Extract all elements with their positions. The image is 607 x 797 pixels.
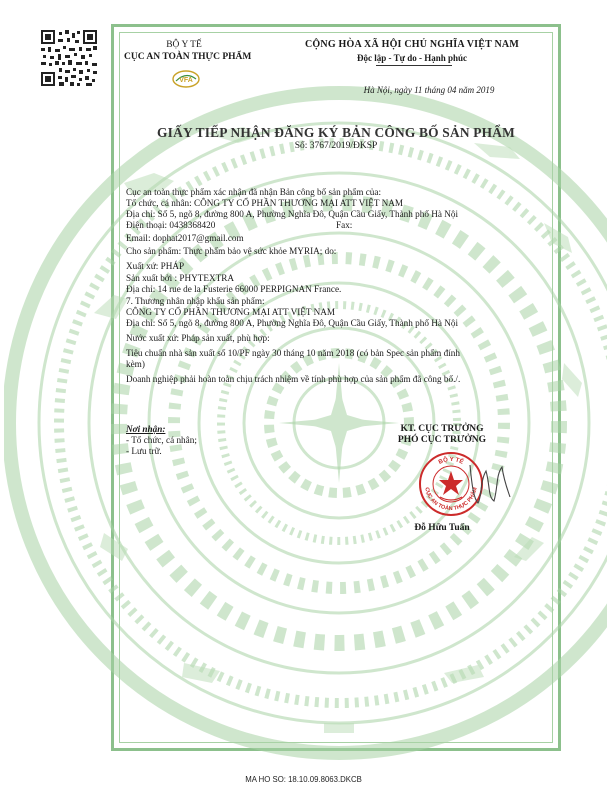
certificate-frame	[111, 24, 561, 751]
signature-title	[372, 424, 512, 446]
body-line: Doanh nghiệp phải hoàn toàn chịu trách nhiệm về tính phù hợp của sản phẩm đã công bố./.	[126, 374, 461, 384]
body-line: Tiêu chuẩn nhà sản xuất số 10/PF ngày 30 tháng 10 năm 2018 (có bản Spec sản phẩm đính	[126, 348, 460, 358]
nation-header	[282, 39, 542, 64]
recipients-heading: Nơi nhận:	[126, 424, 166, 434]
document-number: Số: 3767/2019/ĐKSP	[294, 141, 378, 151]
body-line: Cho sản phẩm: Thực phẩm bảo vệ sức khỏe MYRIA; do:	[126, 246, 337, 256]
body-line: 7. Thương nhân nhập khẩu sản phẩm:	[126, 296, 265, 306]
seal-top-text: BỘ Y TẾ	[437, 456, 465, 466]
recipient-item: - Lưu trữ.	[126, 446, 162, 456]
recipients	[126, 424, 197, 457]
nation-name: CỘNG HÒA XÃ HỘI CHỦ NGHĨA VIỆT NAM	[305, 39, 519, 50]
signature-line-1: KT. CỤC TRƯỞNG	[400, 424, 484, 434]
department-name: CỤC AN TOÀN THỰC PHẨM	[124, 52, 252, 62]
vfa-logo	[172, 69, 200, 89]
issue-date: Hà Nội, ngày 11 tháng 04 năm 2019	[363, 85, 495, 95]
nation-motto: Độc lập - Tự do - Hạnh phúc	[356, 52, 467, 63]
document-title: GIẤY TIẾP NHẬN ĐĂNG KÝ BẢN CÔNG BỐ SẢN PHẨM	[157, 125, 515, 140]
body-line: Địa chỉ: Số 5, ngõ 8, đường 800 A, Phường Nghĩa Đô, Quận Cầu Giấy, Thành phố Hà Nội	[126, 209, 459, 219]
signer-name: Đỗ Hữu Tuấn	[414, 523, 470, 533]
drum-watermark	[4, 63, 607, 763]
handwritten-signature	[464, 457, 514, 507]
svg-text:BỘ Y TẾ	[438, 455, 465, 466]
body-line: Địa chỉ: 14 rue de la Fusterie 66000 PERPIGNAN France.	[126, 284, 342, 294]
body-line: Tổ chức, cá nhân: CÔNG TY CỔ PHẦN THƯƠNG MẠI ATT VIỆT NAM	[126, 198, 404, 208]
dossier-code: MA HO SO: 18.10.09.8063.DKCB	[245, 775, 362, 784]
body-line: Xuất xứ: PHÁP	[126, 261, 185, 271]
logo-text: VFA	[179, 77, 193, 84]
ministry-name: BỘ Y TẾ	[166, 40, 202, 50]
body-line: Điện thoại: 0438368420	[126, 220, 216, 230]
body-line: Địa chỉ: Số 5, ngõ 8, đường 800 A, Phường Nghĩa Đô, Quận Cầu Giấy, Thành phố Hà Nội	[126, 318, 459, 328]
body-line: Nước xuất xứ: Pháp sản xuất, phù hợp:	[126, 333, 270, 343]
agency-header	[124, 39, 252, 63]
body-line: CÔNG TY CỔ PHẦN THƯƠNG MẠI ATT VIỆT NAM	[126, 307, 336, 317]
body-line: kèm)	[126, 359, 145, 369]
fax-label: Fax:	[336, 220, 353, 230]
seal-bottom-text: CỤC AN TOÀN THỰC PHẨM	[423, 486, 479, 513]
body-line: Sản xuất bởi : PHYTEXTRA	[126, 273, 234, 283]
body-line: Email: dophat2017@gmail.com	[126, 233, 244, 243]
recipient-item: - Tổ chức, cá nhân;	[126, 435, 197, 445]
motto-underline	[376, 65, 452, 66]
signature-line-2: PHÓ CỤC TRƯỞNG	[397, 435, 487, 445]
body-line: Cục an toàn thực phẩm xác nhận đã nhận Bản công bố sản phẩm của:	[126, 187, 382, 197]
